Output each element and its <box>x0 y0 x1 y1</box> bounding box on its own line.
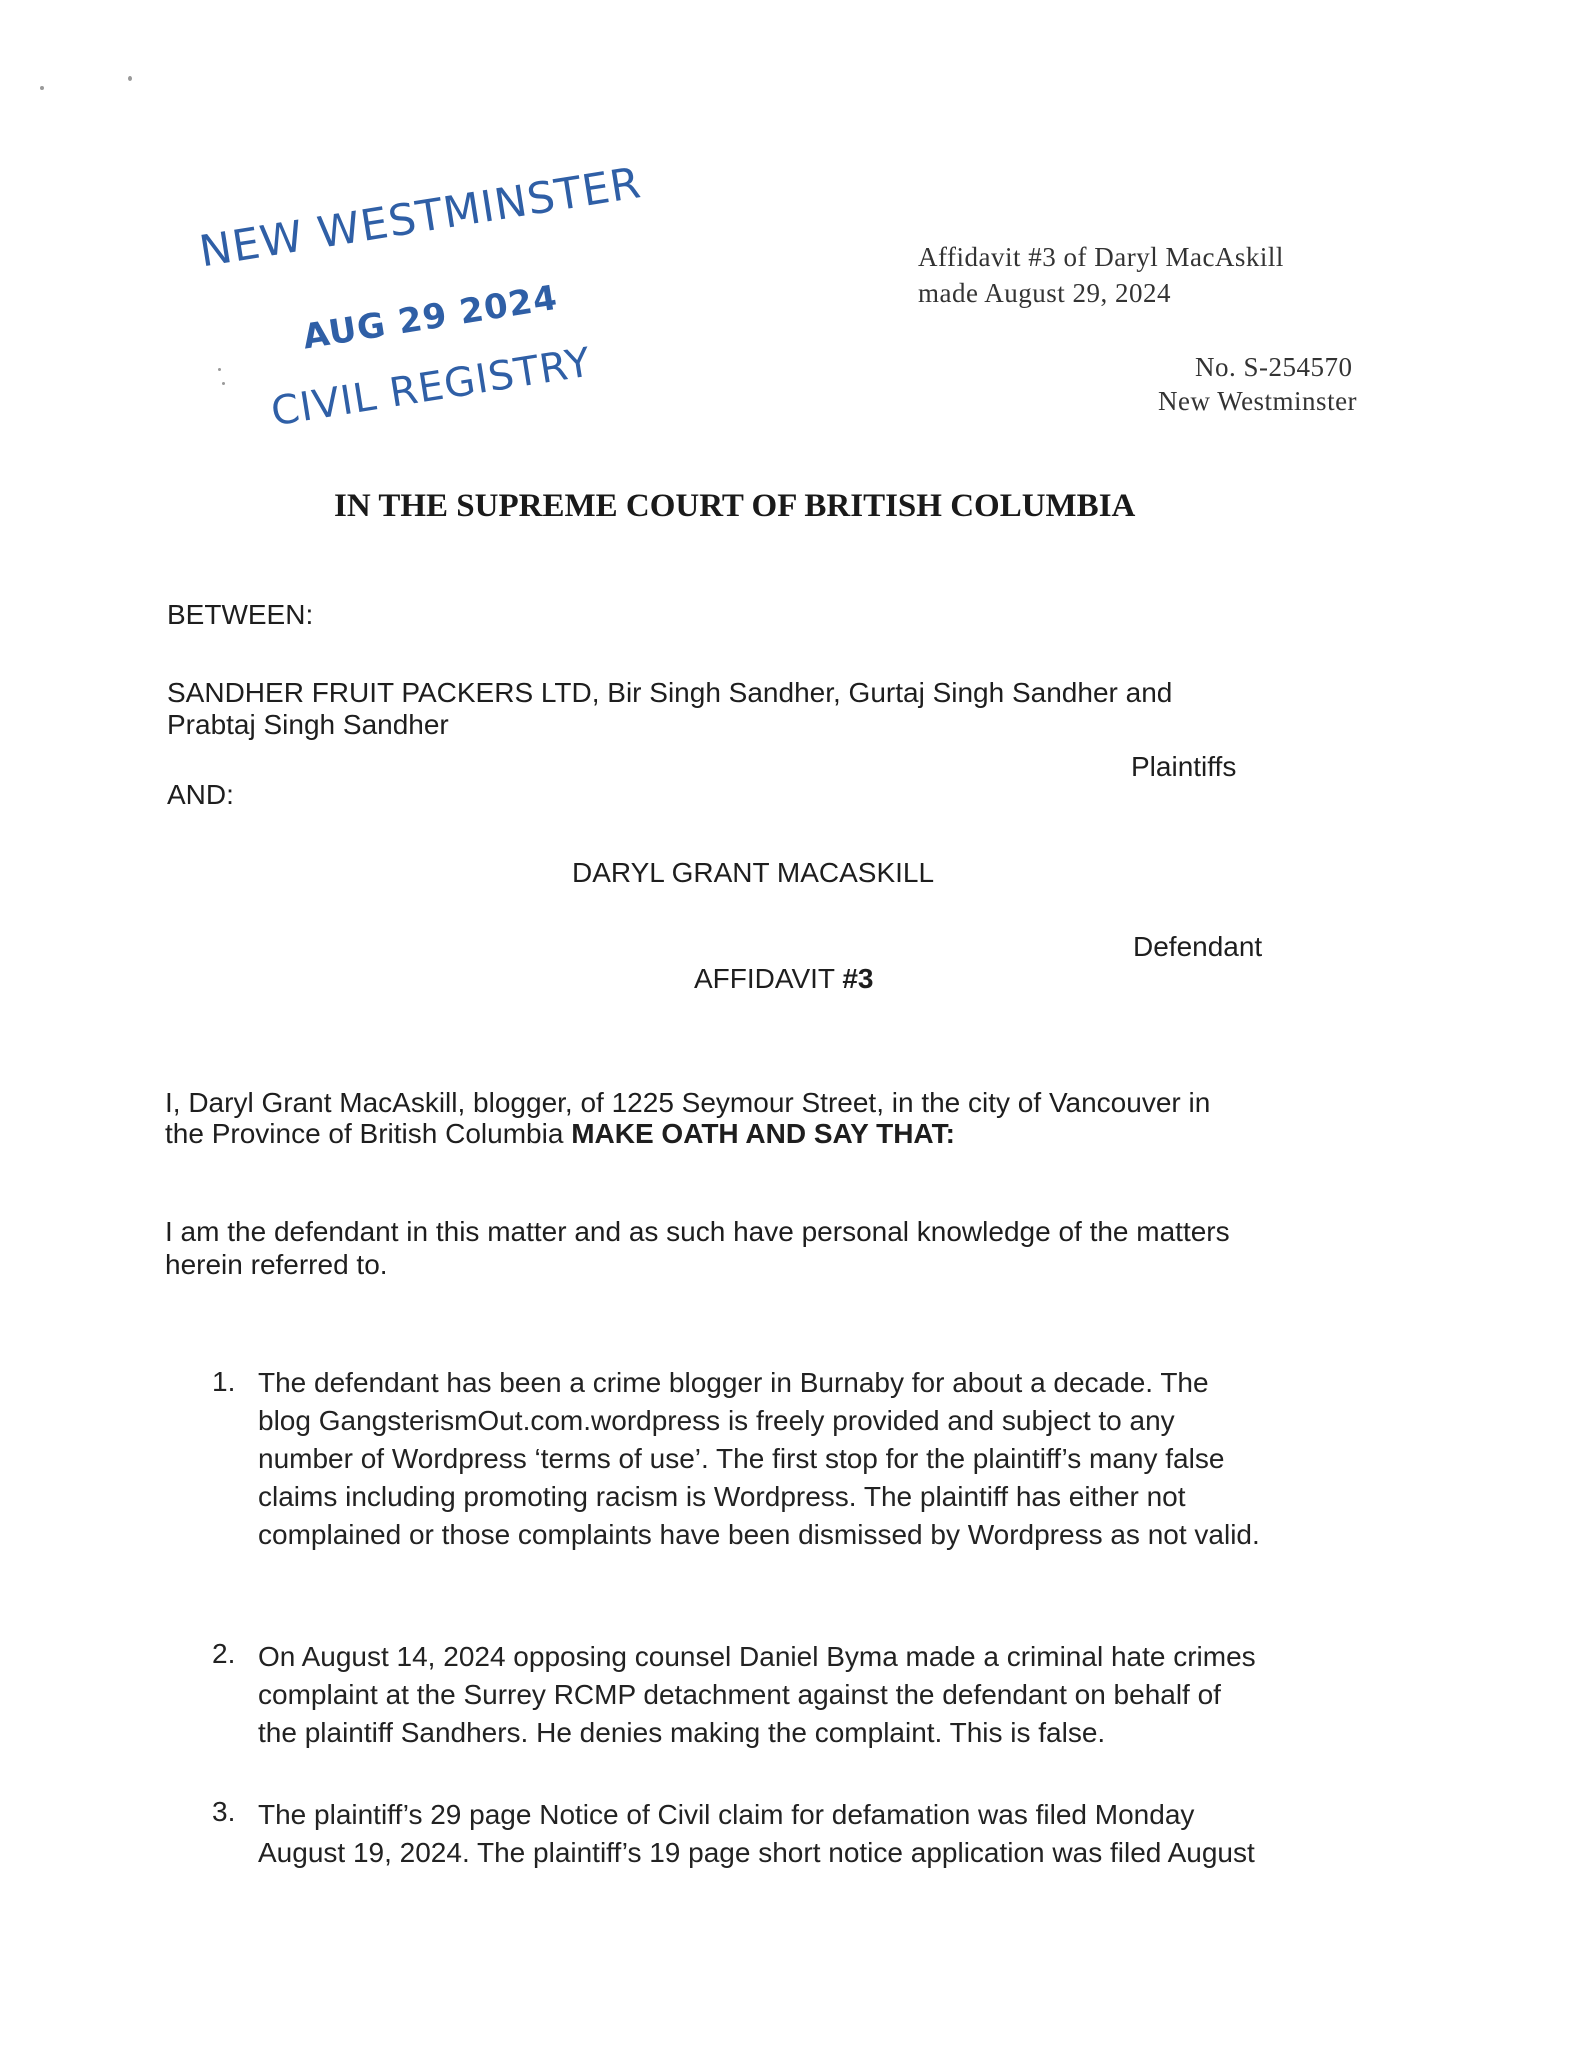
intro-line1: I am the defendant in this matter and as such have personal knowledge of the matters <box>165 1216 1230 1247</box>
paragraph-3 <box>258 1796 1255 1872</box>
paragraph-line: blog GangsterismOut.com.wordpress is freely provided and subject to any <box>258 1405 1175 1436</box>
scan-speck <box>222 382 225 385</box>
and-label: AND: <box>167 779 234 810</box>
paragraph-line: On August 14, 2024 opposing counsel Daniel Byma made a criminal hate crimes <box>258 1641 1256 1672</box>
paragraph-line: the plaintiff Sandhers. He denies making the complaint. This is false. <box>258 1717 1106 1748</box>
scan-speck <box>218 368 221 371</box>
affidavit-reference: Affidavit #3 of Daryl MacAskill <box>918 242 1284 272</box>
registry-location: New Westminster <box>1158 386 1358 416</box>
oath-line2-prefix: the Province of British Columbia <box>165 1118 572 1149</box>
paragraph-line: complained or those complaints have been dismissed by Wordpress as not valid. <box>258 1519 1260 1550</box>
paragraph-line: claims including promoting racism is Wordpress. The plaintiff has either not <box>258 1481 1186 1512</box>
intro-line2: herein referred to. <box>165 1249 388 1280</box>
defendant-label: Defendant <box>1133 931 1263 962</box>
oath-line2 <box>165 1117 955 1150</box>
paragraph-line: The defendant has been a crime blogger in Burnaby for about a decade. The <box>258 1367 1209 1398</box>
paragraph-1 <box>258 1364 1260 1554</box>
scan-speck <box>128 76 132 81</box>
plaintiffs-names-line2: Prabtaj Singh Sandher <box>167 709 449 740</box>
paragraph-number: 1. <box>212 1366 236 1397</box>
stamp-civil-registry: CIVIL REGISTRY <box>268 339 595 436</box>
stamp-date: AUG 29 2024 <box>300 277 561 358</box>
affidavit-title-word: AFFIDAVIT <box>694 963 835 994</box>
paragraph-number: 3. <box>212 1796 236 1827</box>
plaintiffs-names-line1: SANDHER FRUIT PACKERS LTD, Bir Singh Sandher, Gurtaj Singh Sandher and <box>167 677 1173 708</box>
scan-speck <box>40 86 44 90</box>
paragraph-2 <box>258 1638 1256 1752</box>
oath-line1: I, Daryl Grant MacAskill, blogger, of 1225 Seymour Street, in the city of Vancouver in <box>165 1087 1211 1118</box>
paragraph-line: complaint at the Surrey RCMP detachment against the defendant on behalf of <box>258 1679 1221 1710</box>
stamp-registry-name: NEW WESTMINSTER <box>196 158 645 278</box>
affidavit-title-number: #3 <box>842 963 874 994</box>
paragraph-line: The plaintiff’s 29 page Notice of Civil claim for defamation was filed Monday <box>258 1799 1195 1830</box>
file-number <box>1195 352 1353 383</box>
affidavit-title <box>694 962 873 995</box>
oath-statement: MAKE OATH AND SAY THAT: <box>571 1118 955 1149</box>
file-number-text: No. S-254570 <box>1195 352 1353 382</box>
paragraph-line: August 19, 2024. The plaintiff’s 19 page short notice application was filed August <box>258 1837 1255 1868</box>
paragraph-line: number of Wordpress ‘terms of use’. The first stop for the plaintiff’s many false <box>258 1443 1225 1474</box>
paragraph-number: 2. <box>212 1638 236 1669</box>
court-title: IN THE SUPREME COURT OF BRITISH COLUMBIA <box>334 488 1136 524</box>
affidavit-date: made August 29, 2024 <box>918 278 1171 308</box>
between-label: BETWEEN: <box>167 599 314 630</box>
plaintiffs-label: Plaintiffs <box>1131 751 1237 782</box>
defendant-name: DARYL GRANT MACASKILL <box>572 857 935 888</box>
